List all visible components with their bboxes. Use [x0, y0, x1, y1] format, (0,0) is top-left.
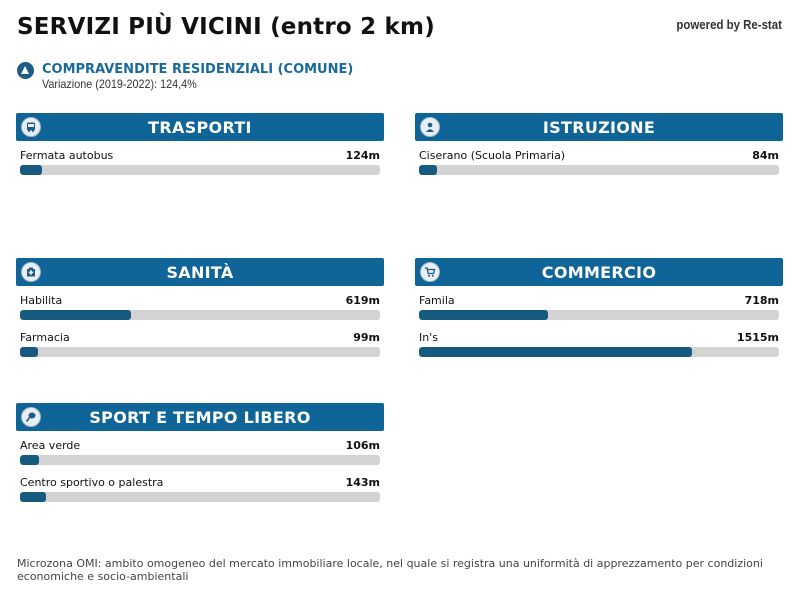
section-sport — [16, 403, 384, 505]
powered-by-logo[interactable]: powered by Re-stat — [676, 17, 782, 32]
page-title: SERVIZI PIÙ VICINI (entro 2 km) — [17, 14, 435, 40]
distance-bar-fill — [20, 455, 39, 465]
section-commercio — [415, 258, 783, 360]
service-row — [20, 468, 380, 505]
distance-bar-fill — [419, 310, 548, 320]
distance-bar-fill — [20, 347, 38, 357]
service-row — [20, 323, 380, 360]
distance-bar-fill — [20, 165, 42, 175]
service-distance: 619m — [345, 294, 380, 307]
distance-bar-track — [20, 310, 380, 320]
section-header — [16, 113, 384, 141]
service-distance: 1515m — [736, 331, 779, 344]
distance-bar-track — [20, 347, 380, 357]
distance-bar-track — [20, 455, 380, 465]
section-title: SANITÀ — [166, 262, 234, 282]
service-distance: 143m — [345, 476, 380, 489]
service-name: Area verde — [20, 439, 81, 452]
service-name: Famila — [419, 294, 455, 307]
bus-icon — [21, 117, 41, 137]
section-sanita — [16, 258, 384, 360]
service-row — [419, 323, 779, 360]
service-distance: 718m — [744, 294, 779, 307]
service-row — [419, 286, 779, 323]
section-header — [415, 258, 783, 286]
service-name: Fermata autobus — [20, 149, 114, 162]
service-distance: 106m — [345, 439, 380, 452]
distance-bar-fill — [20, 492, 46, 502]
service-name: Farmacia — [20, 331, 70, 344]
section-istruzione — [415, 113, 783, 178]
distance-bar-track — [20, 165, 380, 175]
sales-variation: Variazione (2019-2022): 124,4% — [42, 77, 197, 91]
service-name: Habilita — [20, 294, 63, 307]
footer-note: Microzona OMI: ambito omogeneo del mercato immobiliare locale, nel quale si registra una uniformità di apprezzamento per condizioni economiche e socio-ambientali — [17, 557, 763, 583]
section-header — [16, 258, 384, 286]
service-distance: 99m — [353, 331, 380, 344]
section-title: TRASPORTI — [148, 117, 252, 137]
service-distance: 84m — [752, 149, 779, 162]
hospital-icon — [21, 262, 41, 282]
distance-bar-track — [419, 310, 779, 320]
service-name: Ciserano (Scuola Primaria) — [419, 149, 566, 162]
service-distance: 124m — [345, 149, 380, 162]
distance-bar-fill — [419, 347, 692, 357]
distance-bar-track — [419, 347, 779, 357]
section-title: ISTRUZIONE — [542, 117, 656, 137]
section-title: COMMERCIO — [541, 262, 657, 282]
service-name: In's — [419, 331, 438, 344]
section-trasporti — [16, 113, 384, 178]
service-row — [20, 431, 380, 468]
section-header — [16, 403, 384, 431]
distance-bar-fill — [20, 310, 131, 320]
distance-bar-track — [419, 165, 779, 175]
distance-bar-track — [20, 492, 380, 502]
section-title: SPORT E TEMPO LIBERO — [89, 407, 311, 427]
distance-bar-fill — [419, 165, 437, 175]
service-name: Centro sportivo o palestra — [20, 476, 164, 489]
cart-icon — [420, 262, 440, 282]
student-icon — [420, 117, 440, 137]
triangle-icon — [17, 62, 34, 79]
service-row — [20, 141, 380, 178]
service-row — [419, 141, 779, 178]
section-header — [415, 113, 783, 141]
sales-subtitle: COMPRAVENDITE RESIDENZIALI (COMUNE) — [42, 62, 354, 77]
service-row — [20, 286, 380, 323]
sport-icon — [21, 407, 41, 427]
